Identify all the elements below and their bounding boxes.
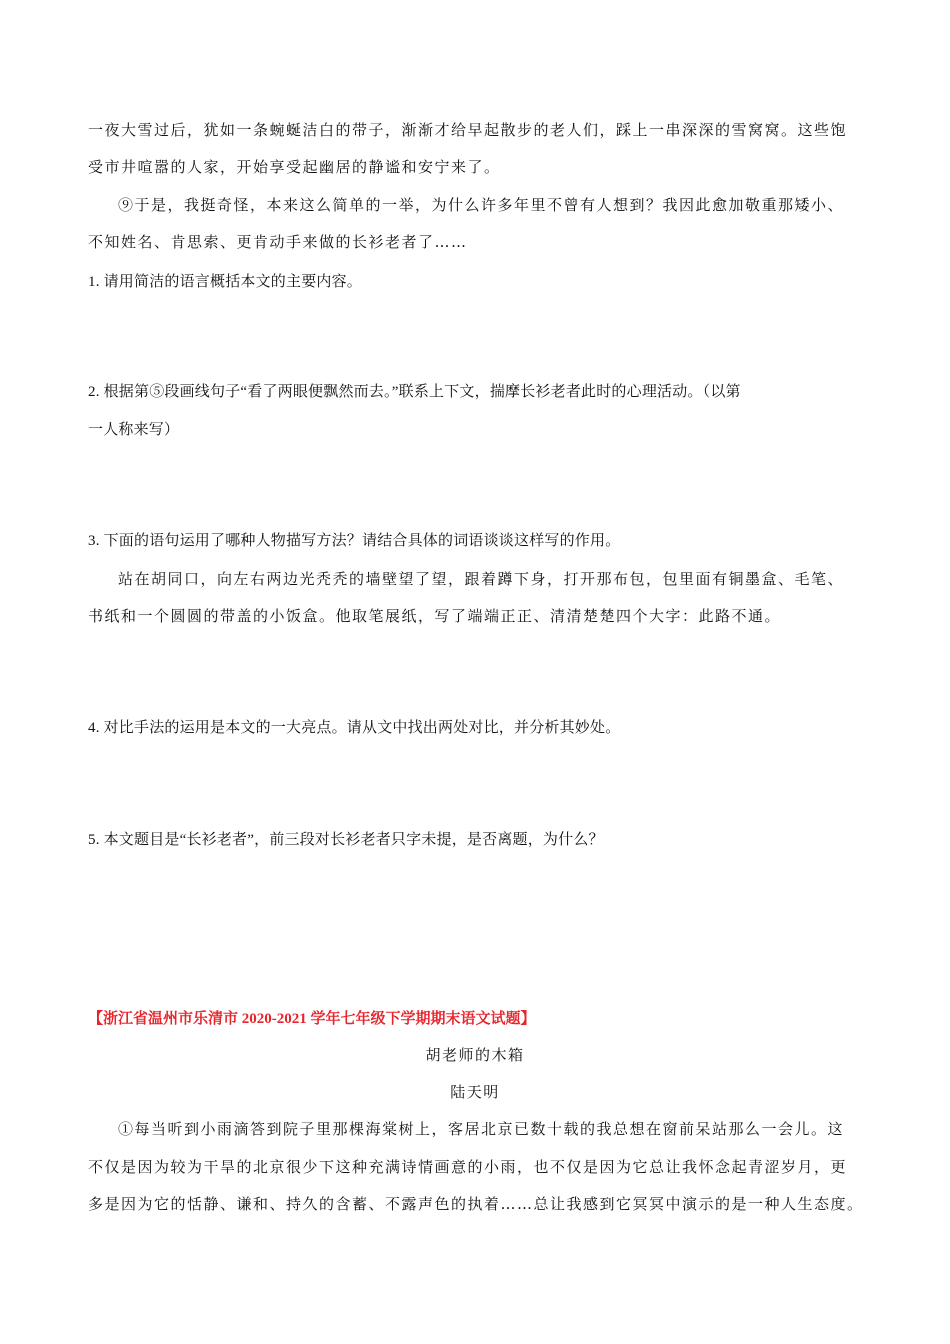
passage-paragraph-9: ⑨于是，我挺奇怪，本来这么简单的一举，为什么许多年里不曾有人想到？我因此愈加敬重那矮小、 <box>118 196 845 214</box>
question-5: 5. 本文题目是“长衫老者”，前三段对长衫老者只字未提，是否离题，为什么？ <box>88 832 604 848</box>
question-3: 3. 下面的语句运用了哪种人物描写方法？请结合具体的词语谈谈这样写的作用。 <box>88 533 621 549</box>
source-heading: 【浙江省温州市乐清市 2020-2021 学年七年级下学期期末语文试题】 <box>88 1011 536 1027</box>
question-3-quote-continued: 书纸和一个圆圆的带盖的小饭盒。他取笔展纸，写了端端正正、清清楚楚四个大字：此路不通。 <box>88 607 782 625</box>
article-author: 陆天明 <box>450 1083 500 1101</box>
article-paragraph-1: ①每当听到小雨滴答到院子里那棵海棠树上，客居北京已数十载的我总想在窗前呆站那么一会儿。这 <box>118 1120 845 1138</box>
question-3-quote: 站在胡同口，向左右两边光秃秃的墙壁望了望，跟着蹲下身，打开那布包，包里面有铜墨盒、毛笔、 <box>118 570 845 588</box>
question-1: 1. 请用简洁的语言概括本文的主要内容。 <box>88 274 363 290</box>
passage-line: 受市井喧嚣的人家，开始享受起幽居的静谧和安宁来了。 <box>88 158 501 176</box>
question-2: 2. 根据第⑤段画线句子“看了两眼便飘然而去。”联系上下文，揣摩长衫老者此时的心理活动。（以第 <box>88 384 741 400</box>
article-line: 不仅是因为较为干旱的北京很少下这种充满诗情画意的小雨，也不仅是因为它总让我怀念起青涩岁月，更 <box>88 1158 848 1176</box>
article-title: 胡老师的木箱 <box>425 1046 525 1064</box>
question-2-continued: 一人称来写） <box>88 422 180 438</box>
passage-line: 不知姓名、肯思索、更肯动手来做的长衫老者了…… <box>88 233 468 251</box>
passage-line: 一夜大雪过后，犹如一条蜿蜒洁白的带子，渐渐才给早起散步的老人们，踩上一串深深的雪窝窝。这些饱 <box>88 121 848 139</box>
article-line: 多是因为它的恬静、谦和、持久的含蓄、不露声色的执着……总让我感到它冥冥中演示的是一种人生态度。 <box>88 1195 864 1213</box>
question-4: 4. 对比手法的运用是本文的一大亮点。请从文中找出两处对比，并分析其妙处。 <box>88 720 621 736</box>
